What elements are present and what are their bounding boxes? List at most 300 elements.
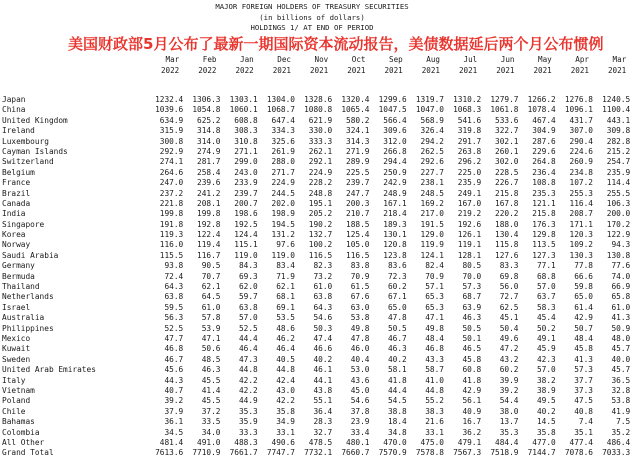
holding-value: 124.1 [420, 250, 444, 260]
column-header [519, 55, 556, 76]
holding-value: 127.6 [495, 250, 519, 260]
holding-value: 202.0 [271, 198, 295, 208]
table-row [2, 251, 630, 261]
holding-value: 192.6 [457, 219, 482, 229]
holding-value: 46.7 [164, 354, 184, 364]
holding-value: 108.8 [532, 178, 556, 188]
holding-value: 218.4 [383, 209, 407, 219]
holding-value: 238.1 [420, 178, 444, 188]
holding-value: 634.9 [159, 115, 184, 125]
holding-value: 74.0 [611, 271, 631, 281]
holding-value: 61.5 [350, 282, 370, 292]
holding-value: 43.0 [276, 385, 295, 395]
holding-value: 290.4 [569, 136, 593, 146]
holding-value: 176.3 [532, 219, 556, 229]
holding-value: 62.1 [201, 282, 221, 292]
holding-value: 54.6 [313, 313, 333, 323]
holding-value: 292.9 [159, 146, 184, 156]
holding-value: 621.9 [308, 115, 333, 125]
holding-value: 198.9 [271, 209, 295, 219]
holding-value: 123.8 [383, 250, 407, 260]
holding-value: 39.2 [164, 396, 184, 406]
holding-value: 105.0 [346, 240, 370, 250]
holding-value: 40.5 [276, 354, 295, 364]
holding-value: 40.2 [536, 406, 556, 416]
country-name: Belgium [2, 167, 35, 177]
column-year: 2021 [570, 65, 589, 75]
holding-value: 479.1 [457, 437, 482, 447]
holding-value: 169.2 [420, 198, 444, 208]
holding-value: 37.7 [574, 375, 593, 385]
holding-value: 308.3 [234, 126, 258, 136]
holding-value: 122.9 [606, 230, 631, 240]
holding-value: 234.8 [569, 167, 593, 177]
column-header [556, 55, 593, 76]
column-year: 2021 [309, 65, 329, 75]
holding-value: 7578.8 [415, 448, 444, 458]
holding-value: 224.9 [271, 178, 295, 188]
period-note: HOLDINGS 1/ AT END OF PERIOD [250, 23, 374, 32]
holding-value: 33.5 [201, 417, 221, 427]
holding-value: 1276.8 [564, 95, 593, 104]
holding-value: 34.8 [387, 427, 407, 437]
column-month: Aug [426, 55, 440, 64]
holding-value: 54.6 [350, 396, 370, 406]
holding-value: 7613.6 [155, 448, 184, 458]
column-month: Mar [612, 55, 627, 64]
holding-value: 121.1 [532, 198, 556, 208]
column-year: 2021 [347, 65, 366, 75]
holding-value: 42.2 [276, 396, 295, 406]
table-row [2, 168, 630, 178]
holding-value: 41.3 [574, 354, 593, 364]
holding-value: 41.8 [387, 375, 407, 385]
holding-value: 44.9 [238, 396, 258, 406]
table-row [2, 178, 630, 188]
country-header-spacer [2, 55, 146, 76]
table-row [2, 272, 630, 282]
table-row [2, 428, 630, 438]
holding-value: 107.2 [569, 178, 593, 188]
column-header [146, 55, 183, 76]
holding-value: 248.9 [383, 188, 407, 198]
column-year: 2022 [198, 65, 217, 75]
column-header [183, 55, 220, 76]
holding-value: 32.7 [313, 427, 333, 437]
holding-value: 52.5 [238, 323, 258, 333]
holding-value: 302.0 [495, 157, 519, 167]
holding-value: 1306.3 [192, 95, 221, 104]
country-name: Israel [2, 302, 31, 312]
holding-value: 56.1 [462, 396, 482, 406]
holding-value: 481.4 [159, 437, 184, 447]
holding-value: 67.6 [350, 292, 370, 302]
holding-value: 47.5 [574, 396, 593, 406]
holding-value: 470.0 [383, 437, 407, 447]
holding-value: 50.5 [462, 323, 482, 333]
holding-value: 294.2 [420, 136, 444, 146]
holding-value: 227.7 [420, 167, 444, 177]
holding-value: 130.4 [495, 230, 519, 240]
holding-value: 533.6 [495, 115, 519, 125]
holding-value: 325.6 [271, 136, 295, 146]
holding-value: 63.8 [313, 292, 333, 302]
holding-value: 46.7 [387, 333, 407, 343]
holding-value: 97.6 [276, 240, 295, 250]
holding-value: 68.8 [536, 271, 556, 281]
holding-value: 309.8 [606, 126, 631, 136]
table-row [2, 376, 630, 386]
holding-value: 80.5 [462, 261, 482, 271]
holding-value: 288.0 [271, 157, 295, 167]
table-row [2, 292, 630, 302]
country-name: Australia [2, 313, 45, 323]
holding-value: 282.8 [606, 136, 631, 146]
holding-value: 38.8 [387, 406, 407, 416]
holding-value: 44.8 [238, 365, 258, 375]
country-name: Vietnam [2, 385, 35, 395]
holding-value: 53.9 [201, 323, 221, 333]
holding-value: 315.9 [159, 126, 184, 136]
holding-value: 188.5 [346, 219, 370, 229]
holding-value: 43.6 [350, 375, 370, 385]
holding-value: 307.0 [569, 126, 593, 136]
country-name: Netherlands [2, 292, 54, 302]
holding-value: 7.5 [616, 417, 631, 427]
holding-value: 120.3 [569, 230, 593, 240]
holding-value: 45.7 [611, 344, 631, 354]
holding-value: 299.0 [234, 157, 258, 167]
holding-value: 40.2 [387, 354, 407, 364]
holding-value: 77.8 [574, 261, 593, 271]
table-row [2, 240, 630, 250]
holding-value: 53.8 [350, 313, 370, 323]
holding-value: 486.4 [606, 437, 631, 447]
holding-value: 66.9 [611, 282, 631, 292]
holding-value: 261.9 [271, 146, 295, 156]
table-row [2, 448, 630, 458]
holding-value: 262.1 [308, 146, 333, 156]
holding-value: 45.9 [536, 344, 556, 354]
column-year: 2021 [421, 65, 440, 75]
country-name: All Other [2, 437, 45, 447]
holding-value: 57.1 [425, 282, 444, 292]
holding-value: 21.6 [425, 417, 444, 427]
country-name: Brazil [2, 188, 31, 198]
holding-value: 324.1 [346, 126, 370, 136]
holding-value: 192.8 [197, 219, 221, 229]
column-year: 2021 [384, 65, 403, 75]
holding-value: 191.5 [420, 219, 444, 229]
holding-value: 63.8 [164, 292, 184, 302]
table-row [2, 282, 630, 292]
holding-value: 1304.0 [266, 95, 295, 104]
holding-value: 40.0 [611, 354, 631, 364]
holding-value: 57.0 [238, 313, 258, 323]
column-header [258, 55, 295, 76]
holding-value: 57.8 [201, 313, 221, 323]
holding-value: 55.2 [425, 396, 444, 406]
holding-value: 14.5 [536, 417, 556, 427]
holding-value: 35.9 [238, 417, 258, 427]
holding-value: 54.5 [387, 396, 407, 406]
holding-value: 115.1 [234, 240, 258, 250]
country-name: Poland [2, 396, 31, 406]
holding-value: 45.1 [499, 313, 519, 323]
holding-value: 71.9 [276, 271, 295, 281]
holding-value: 48.6 [276, 323, 295, 333]
holding-value: 200.3 [346, 198, 370, 208]
holding-value: 224.6 [569, 146, 593, 156]
holding-value: 192.5 [234, 219, 258, 229]
holding-value: 127.3 [532, 250, 556, 260]
holding-value: 200.7 [234, 198, 258, 208]
country-name: Singapore [2, 219, 45, 229]
holding-value: 46.3 [462, 313, 482, 323]
holding-value: 45.5 [201, 375, 221, 385]
holding-value: 580.2 [346, 115, 370, 125]
holding-value: 215.8 [495, 188, 519, 198]
holding-value: 195.1 [308, 198, 333, 208]
holding-value: 36.5 [611, 375, 631, 385]
holding-value: 66.6 [574, 271, 593, 281]
holding-value: 1061.8 [490, 105, 519, 115]
holding-value: 1266.2 [527, 95, 556, 104]
holding-value: 42.9 [462, 385, 482, 395]
holding-value: 41.9 [611, 406, 631, 416]
holding-value: 1303.1 [229, 95, 258, 104]
units-note: (in billions of dollars) [259, 12, 365, 22]
holding-value: 254.7 [606, 157, 631, 167]
holding-value: 189.3 [383, 219, 407, 229]
column-header [370, 55, 407, 76]
holding-value: 40.2 [313, 354, 333, 364]
holding-value: 431.7 [569, 115, 593, 125]
holding-value: 41.3 [611, 313, 631, 323]
holding-value: 1299.6 [378, 95, 407, 104]
holding-value: 541.6 [457, 115, 482, 125]
holding-value: 247.7 [346, 188, 370, 198]
holding-value: 228.5 [495, 167, 519, 177]
holding-value: 608.8 [234, 115, 258, 125]
holding-value: 333.3 [308, 136, 333, 146]
table-row [2, 324, 630, 334]
holding-value: 242.9 [383, 178, 407, 188]
holding-value: 61.0 [201, 302, 221, 312]
holding-value: 194.5 [271, 219, 295, 229]
holding-value: 34.5 [164, 427, 184, 437]
holding-value: 57.3 [462, 282, 482, 292]
holding-value: 199.8 [159, 209, 184, 219]
holding-value: 239.6 [197, 178, 221, 188]
country-name: United Arab Emirates [2, 365, 96, 375]
holding-value: 1047.5 [378, 105, 407, 115]
holding-value: 35.3 [499, 427, 519, 437]
holding-value: 247.0 [159, 178, 184, 188]
holding-value: 47.7 [164, 333, 184, 343]
holding-value: 65.8 [611, 292, 631, 302]
holding-value: 7661.7 [229, 448, 258, 458]
holding-value: 44.1 [313, 375, 333, 385]
holding-value: 114.4 [606, 178, 631, 188]
column-header-row [2, 55, 630, 76]
holding-value: 83.4 [276, 261, 295, 271]
holding-value: 1100.4 [602, 105, 631, 115]
holding-value: 304.9 [532, 126, 556, 136]
holding-value: 44.8 [276, 365, 295, 375]
holding-value: 68.1 [276, 292, 295, 302]
holding-value: 208.7 [569, 209, 593, 219]
column-month: Feb [202, 55, 217, 64]
holding-value: 116.5 [308, 250, 333, 260]
column-month: Nov [314, 55, 329, 64]
holding-value: 281.7 [197, 157, 221, 167]
country-name: Philippines [2, 323, 54, 333]
holding-value: 122.4 [197, 230, 221, 240]
holding-value: 330.0 [308, 126, 333, 136]
holding-value: 41.0 [425, 375, 444, 385]
holding-value: 115.8 [495, 240, 519, 250]
holding-value: 225.0 [457, 167, 482, 177]
holding-value: 7710.9 [192, 448, 221, 458]
holding-value: 13.7 [499, 417, 519, 427]
column-month: May [538, 55, 552, 64]
holding-value: 314.0 [197, 136, 221, 146]
holding-value: 16.7 [462, 417, 482, 427]
holding-value: 568.9 [420, 115, 444, 125]
holding-value: 35.3 [238, 406, 258, 416]
holding-value: 248.5 [420, 188, 444, 198]
holding-value: 39.9 [499, 375, 519, 385]
holding-value: 217.0 [420, 209, 444, 219]
holding-value: 59.5 [164, 302, 184, 312]
holding-value: 171.1 [569, 219, 593, 229]
holding-value: 274.1 [159, 157, 184, 167]
holding-value: 41.4 [201, 385, 221, 395]
holding-value: 70.9 [425, 271, 444, 281]
holding-value: 53.5 [276, 313, 295, 323]
table-row [2, 137, 630, 147]
holding-value: 309.6 [383, 126, 407, 136]
holding-value: 23.9 [350, 417, 370, 427]
holding-value: 50.2 [536, 323, 556, 333]
table-row [2, 417, 630, 427]
holding-value: 44.8 [425, 385, 444, 395]
holding-value: 190.2 [308, 219, 333, 229]
column-year: 2022 [235, 65, 254, 75]
holding-value: 210.7 [346, 209, 370, 219]
holding-value: 566.4 [383, 115, 407, 125]
holding-value: 18.4 [387, 417, 407, 427]
table-row [2, 303, 630, 313]
holding-value: 477.0 [532, 437, 556, 447]
holding-value: 129.8 [532, 230, 556, 240]
holding-value: 37.8 [350, 406, 370, 416]
holding-value: 58.1 [387, 365, 407, 375]
holding-value: 42.2 [238, 385, 258, 395]
column-header [593, 55, 630, 76]
holding-value: 205.2 [308, 209, 333, 219]
holding-value: 198.6 [234, 209, 258, 219]
holding-value: 7518.9 [490, 448, 519, 458]
holding-value: 42.3 [536, 354, 556, 364]
holding-value: 478.5 [308, 437, 333, 447]
holding-value: 7078.6 [564, 448, 593, 458]
holding-value: 33.3 [238, 427, 258, 437]
country-name: Canada [2, 198, 31, 208]
holding-value: 60.2 [387, 282, 407, 292]
holding-value: 38.9 [536, 385, 556, 395]
report-title: MAJOR FOREIGN HOLDERS OF TREASURY SECURITIES [215, 2, 409, 11]
holding-value: 1096.1 [564, 105, 593, 115]
holding-value: 47.8 [350, 333, 370, 343]
holding-value: 37.2 [201, 406, 221, 416]
holding-value: 199.8 [197, 209, 221, 219]
holding-value: 1232.4 [155, 95, 184, 104]
holding-value: 1039.6 [155, 105, 184, 115]
country-name: Cayman Islands [2, 146, 68, 156]
table-row [2, 396, 630, 406]
holding-value: 46.2 [276, 333, 295, 343]
holding-value: 7033.3 [602, 448, 631, 458]
holding-value: 62.1 [276, 282, 295, 292]
holding-value: 294.4 [383, 157, 407, 167]
holding-value: 77.1 [536, 261, 556, 271]
holding-value: 167.8 [495, 198, 519, 208]
holding-value: 57.0 [536, 365, 556, 375]
holding-value: 64.5 [201, 292, 221, 302]
table-row [2, 230, 630, 240]
holding-value: 115.5 [159, 250, 184, 260]
holding-value: 326.4 [420, 126, 444, 136]
holding-value: 47.1 [425, 313, 444, 323]
country-name: Norway [2, 240, 31, 250]
holding-value: 45.8 [462, 354, 482, 364]
holding-value: 1310.2 [453, 95, 482, 104]
holding-value: 7144.7 [527, 448, 556, 458]
holding-value: 249.1 [457, 188, 482, 198]
holding-value: 255.3 [569, 188, 593, 198]
holding-value: 61.4 [574, 302, 593, 312]
holding-value: 59.7 [238, 292, 258, 302]
holding-value: 45.7 [611, 365, 631, 375]
holding-value: 49.8 [425, 323, 444, 333]
holding-value: 250.9 [383, 167, 407, 177]
holding-value: 62.5 [499, 302, 519, 312]
column-year: 2021 [272, 65, 291, 75]
table-row [2, 334, 630, 344]
holding-value: 47.4 [313, 333, 333, 343]
column-header [481, 55, 518, 76]
holding-value: 55.1 [313, 396, 333, 406]
holding-value: 43.3 [425, 354, 444, 364]
holding-value: 70.7 [201, 271, 221, 281]
column-month: Apr [575, 55, 589, 64]
holding-value: 116.7 [197, 250, 221, 260]
holding-value: 167.1 [383, 198, 407, 208]
holding-value: 7567.3 [453, 448, 482, 458]
holding-value: 314.8 [197, 126, 221, 136]
holding-value: 45.5 [201, 396, 221, 406]
country-name: India [2, 209, 26, 219]
table-row [2, 189, 630, 199]
table-row [2, 116, 630, 126]
holding-value: 36.2 [462, 427, 482, 437]
holding-value: 7747.7 [266, 448, 295, 458]
holding-value: 271.7 [271, 167, 295, 177]
holding-value: 46.8 [425, 344, 444, 354]
holding-value: 63.0 [350, 302, 370, 312]
